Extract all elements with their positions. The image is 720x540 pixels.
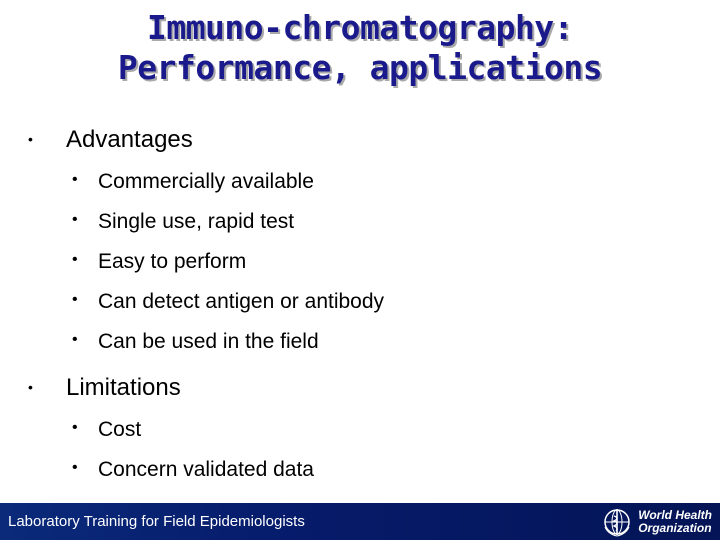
bullet-icon: •	[28, 378, 33, 395]
who-emblem-icon	[602, 507, 632, 537]
list-item	[72, 418, 141, 442]
who-logo-line1: World Health	[638, 508, 712, 522]
sub-bullet-icon: •	[72, 459, 78, 477]
sub-bullet-icon: •	[72, 331, 78, 349]
list-item-label: Concern validated data	[98, 458, 314, 481]
list-item	[72, 290, 384, 314]
list-item-label: Easy to perform	[98, 250, 247, 273]
sub-bullet-icon: •	[72, 419, 78, 437]
list-item	[72, 250, 246, 274]
who-logo-line2: Organization	[638, 521, 712, 535]
footer-text: Laboratory Training for Field Epidemiologists	[8, 513, 305, 530]
list-item-label: Commercially available	[98, 170, 314, 193]
who-logo	[602, 506, 712, 538]
list-item-label: Cost	[98, 418, 142, 441]
list-item-label: Can detect antigen or antibody	[98, 290, 385, 313]
bullet-icon: •	[28, 130, 33, 147]
list-item-label: Single use, rapid test	[98, 210, 295, 233]
sub-bullet-icon: •	[72, 291, 78, 309]
section-heading-advantages	[28, 126, 193, 154]
sub-bullet-icon: •	[72, 251, 78, 269]
who-logo-text	[638, 509, 712, 535]
section-heading-label: Limitations	[66, 374, 181, 401]
list-item	[72, 458, 314, 482]
footer-bar	[0, 503, 720, 540]
section-heading-limitations	[28, 374, 181, 402]
sub-bullet-icon: •	[72, 211, 78, 229]
list-item	[72, 210, 294, 234]
sub-bullet-icon: •	[72, 171, 78, 189]
section-heading-label: Advantages	[66, 126, 193, 153]
list-item	[72, 170, 314, 194]
list-item	[72, 330, 319, 354]
slide-title-line2: Performance, applications	[117, 48, 603, 87]
slide-title-line1: Immuno-chromatography:	[146, 8, 574, 47]
list-item-label: Can be used in the field	[98, 330, 319, 353]
